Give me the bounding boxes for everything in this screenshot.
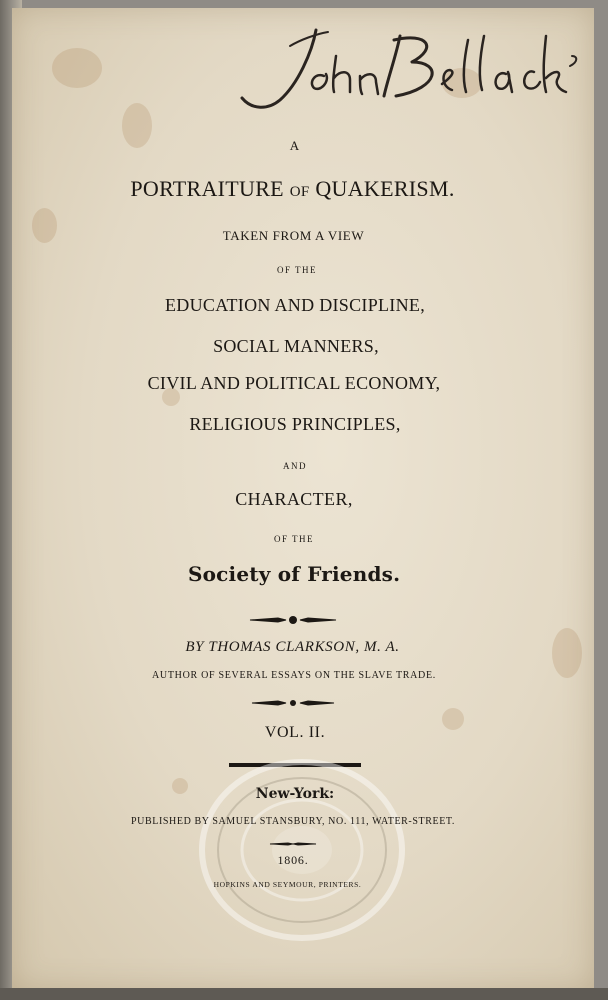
connector-and: AND <box>283 461 307 471</box>
foxing-stain <box>122 103 152 148</box>
title-word-portraiture: PORTRAITURE <box>130 176 284 201</box>
handwritten-signature <box>228 26 580 122</box>
topic-civil-economy: CIVIL AND POLITICAL ECONOMY, <box>147 373 441 393</box>
topic-character: CHARACTER, <box>235 489 353 509</box>
author-credit: AUTHOR OF SEVERAL ESSAYS ON THE SLAVE TRADE. <box>152 670 436 681</box>
foxing-stain <box>32 208 57 243</box>
author-line: BY THOMAS CLARKSON, M. A. <box>185 639 400 655</box>
foxing-stain <box>52 48 102 88</box>
ornament-divider-1 <box>248 614 338 626</box>
publication-place: New-York: <box>255 786 335 802</box>
topic-religious-principles: RELIGIOUS PRINCIPLES, <box>189 414 401 434</box>
connector-of-the: OF THE <box>276 265 318 275</box>
book-board-edge <box>0 988 608 1000</box>
book-title <box>90 176 495 202</box>
foxing-stain <box>552 628 582 678</box>
ornament-divider-3 <box>268 840 318 848</box>
title-word-quakerism: QUAKERISM. <box>315 176 455 201</box>
foxing-stain <box>172 778 188 794</box>
ornament-divider-2 <box>250 697 336 709</box>
printers-line: HOPKINS AND SEYMOUR, PRINTERS. <box>213 880 362 889</box>
publisher-line: PUBLISHED BY SAMUEL STANSBURY, NO. 111, WATER-STREET. <box>131 816 455 827</box>
society-of-friends: Society of Friends. <box>188 562 401 586</box>
subtitle: TAKEN FROM A VIEW <box>222 228 365 243</box>
embossed-library-seal <box>195 755 409 945</box>
title-article: A <box>289 138 301 153</box>
connector-of-the-2: OF THE <box>273 534 315 544</box>
volume-number: VOL. II. <box>264 724 326 741</box>
topic-social-manners: SOCIAL MANNERS, <box>213 336 379 356</box>
foxing-stain <box>442 708 464 730</box>
title-word-of: OF <box>289 184 310 200</box>
publication-year: 1806. <box>277 853 309 867</box>
topic-education: EDUCATION AND DISCIPLINE, <box>165 295 425 315</box>
